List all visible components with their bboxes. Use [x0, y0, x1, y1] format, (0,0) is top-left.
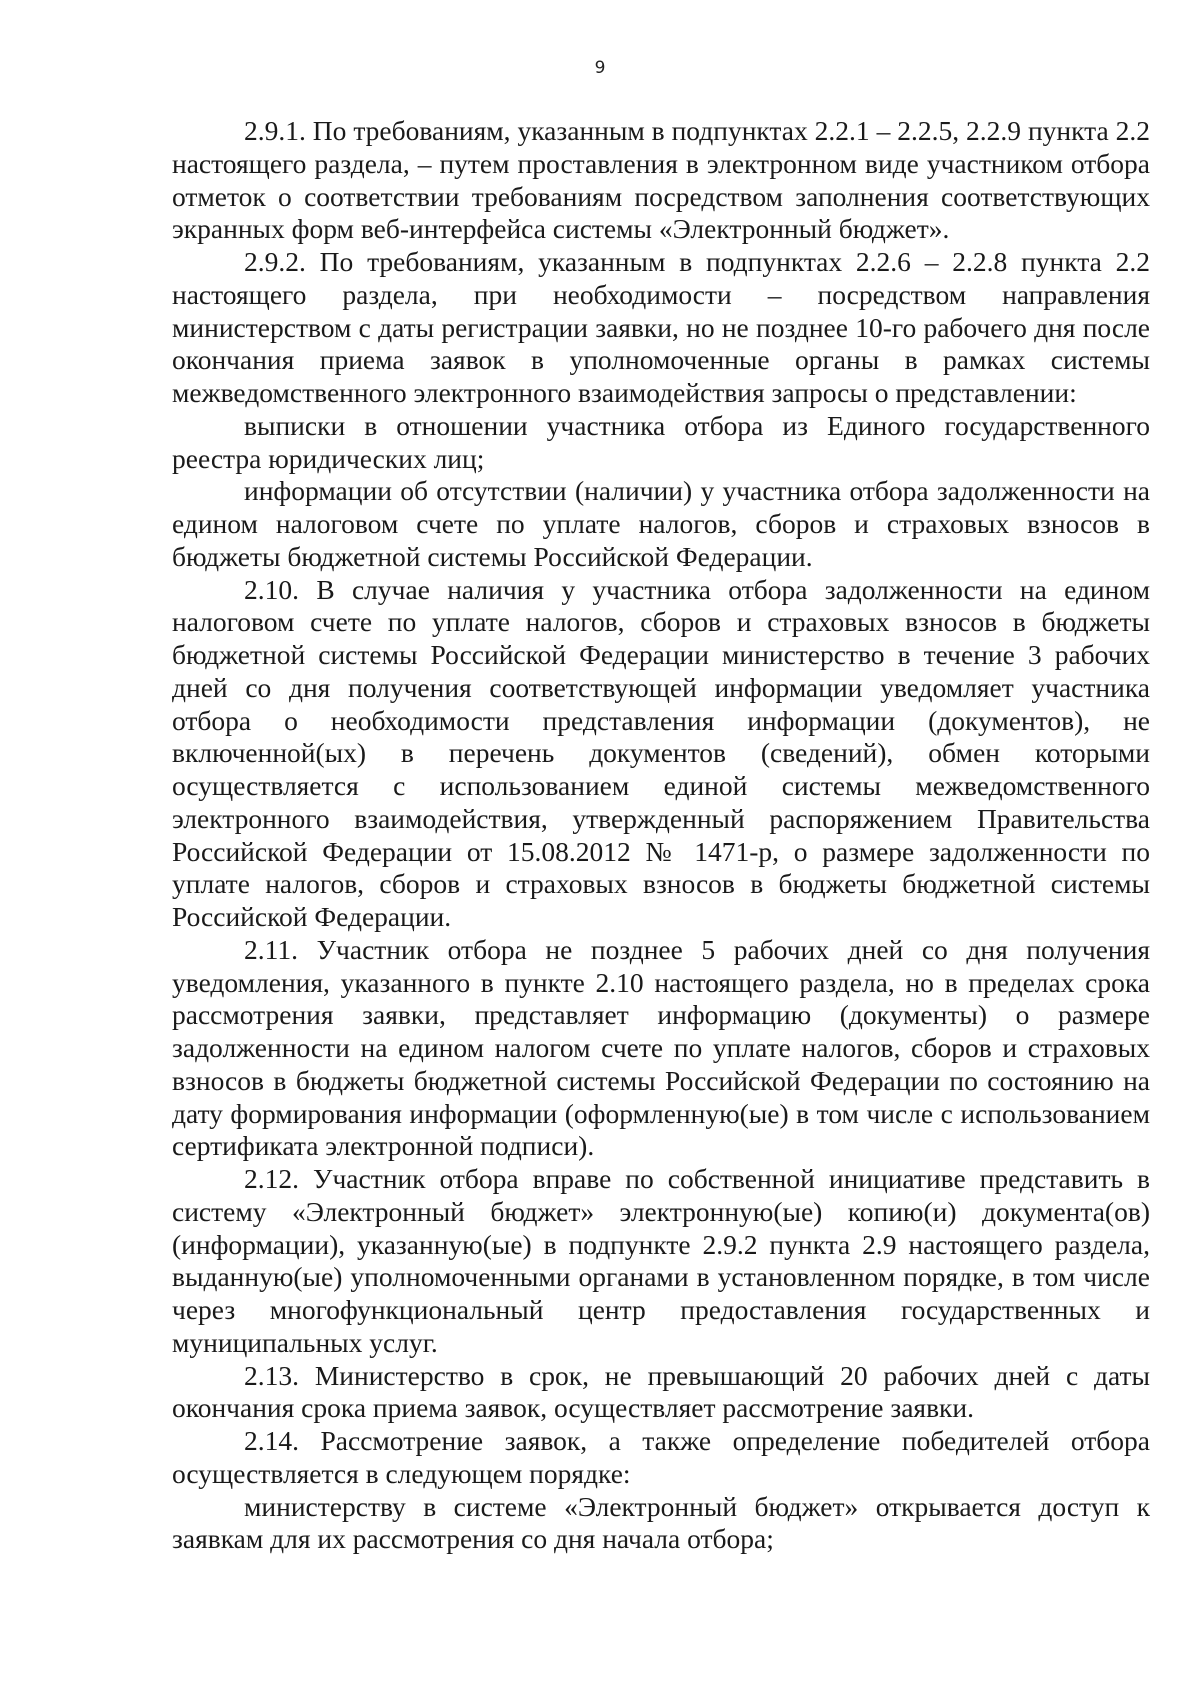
- paragraph-2-10: 2.10. В случае наличия у участника отбора задолженности на едином налоговом счете по уплате налогов, сборов и страховых взносов в бюджеты бюджетной системы Российской Федерации министерство в течение 3 рабочих дней со дня получения соответствующей информации уведомляет участника отбора о необходимости представления информации (документов), не включенной(ых) в перечень документов (сведений), обмен которыми осуществляется с использованием единой системы межведомственного электронного взаимодействия, утвержденный распоряжением Правительства Российской Федерации от 15.08.2012 № 1471-р, о размере задолженности по уплате налогов, сборов и страховых взносов в бюджеты бюджетной системы Российской Федерации.: [172, 573, 1150, 932]
- page-number: 9: [594, 58, 606, 78]
- paragraph-2-12: 2.12. Участник отбора вправе по собственной инициативе представить в систему «Электронный бюджет» электронную(ые) копию(и) документа(ов) (информации), указанную(ые) в подпункте 2.9.2 пункта 2.9 настоящего раздела, выданную(ые) уполномоченными органами в установленном порядке, в том числе через многофункциональный центр предоставления государственных и муниципальных услуг.: [172, 1163, 1150, 1358]
- document-body: [172, 115, 1150, 1556]
- paragraph-tax-debt-info: информации об отсутствии (наличии) у участника отбора задолженности на едином налоговом счете по уплате налогов, сборов и страховых взносов в бюджеты бюджетной системы Российской Федерации.: [172, 475, 1150, 572]
- paragraph-ministry-access: министерству в системе «Электронный бюджет» открывается доступ к заявкам для их рассмотрения со дня начала отбора;: [172, 1490, 1150, 1555]
- paragraph-2-14: 2.14. Рассмотрение заявок, а также определение победителей отбора осуществляется в следующем порядке:: [172, 1425, 1150, 1489]
- paragraph-2-9-1: 2.9.1. По требованиям, указанным в подпунктах 2.2.1 – 2.2.5, 2.2.9 пункта 2.2 настоящего раздела, – путем проставления в электронном виде участником отбора отметок о соответствии требованиям посредством заполнения соответствующих экранных форм веб-интерфейса системы «Электронный бюджет».: [172, 115, 1150, 245]
- paragraph-2-9-2: 2.9.2. По требованиям, указанным в подпунктах 2.2.6 – 2.2.8 пункта 2.2 настоящего раздела, при необходимости – посредством направления министерством с даты регистрации заявки, но не позднее 10-го рабочего дня после окончания приема заявок в уполномоченные органы в рамках системы межведомственного электронного взаимодействия запросы о представлении:: [172, 246, 1150, 408]
- paragraph-2-11: 2.11. Участник отбора не позднее 5 рабочих дней со дня получения уведомления, указанного в пункте 2.10 настоящего раздела, но в пределах срока рассмотрения заявки, представляет информацию (документы) о размере задолженности на едином налогом счете по уплате налогов, сборов и страховых взносов в бюджеты бюджетной системы Российской Федерации по состоянию на дату формирования информации (оформленную(ые) в том числе с использованием сертификата электронной подписи).: [172, 933, 1150, 1162]
- paragraph-2-13: 2.13. Министерство в срок, не превышающий 20 рабочих дней с даты окончания срока приема заявок, осуществляет рассмотрение заявки.: [172, 1359, 1150, 1424]
- paragraph-egrul-extract: выписки в отношении участника отбора из Единого государственного реестра юридических лиц;: [172, 409, 1150, 474]
